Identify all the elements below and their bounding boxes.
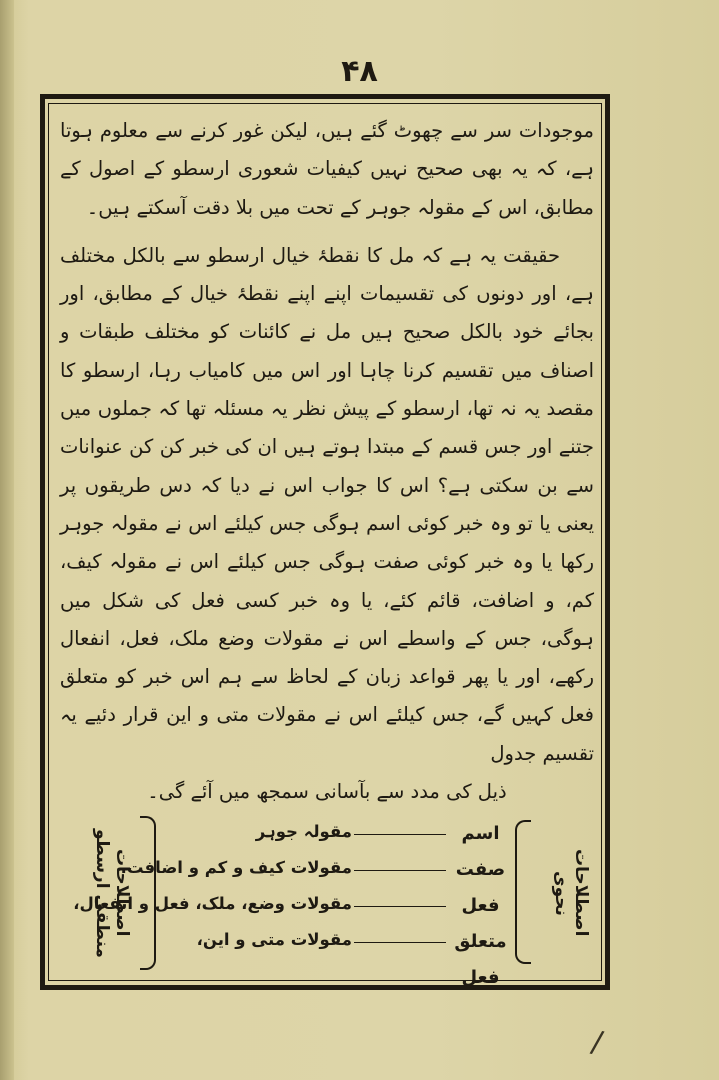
paragraph-3: ذیل کی مدد سے بآسانی سمجھ میں آئے گی۔: [147, 780, 507, 804]
brace-left: [140, 816, 156, 970]
grammar-terms-column: [448, 816, 513, 988]
classification-table: [60, 808, 594, 988]
connector-line: [350, 852, 450, 888]
category-item: مقولات وضع، ملک، فعل و انفعال،: [73, 894, 352, 913]
logic-terms-label: اصطلاحات منطقی ارسطو: [92, 828, 132, 958]
category-item: مقولات کیف و کم و اضافت،: [120, 858, 352, 877]
connector-lines: [350, 816, 450, 960]
grammar-term: صفت: [455, 859, 506, 880]
body-text: [60, 112, 594, 811]
page-number: ۴۸: [341, 54, 378, 89]
connector-line: [350, 924, 450, 960]
connector-line: [350, 816, 450, 852]
category-item: مقولہ جوہر: [255, 822, 352, 841]
grammar-terms-label: اصطلاحات نحوی: [551, 849, 591, 937]
grammar-term: اسم: [461, 823, 500, 844]
connector-line: [350, 888, 450, 924]
margin-pen-mark: /: [588, 1024, 606, 1061]
grammar-term: متعلق فعل: [454, 931, 507, 988]
grammar-term: فعل: [461, 895, 500, 916]
binding-edge: [0, 0, 14, 1080]
category-item: مقولات متی و این،: [196, 930, 352, 949]
paragraph-1: موجودات سر سے چھوٹ گئے ہیں، لیکن غور کرنے سے معلوم ہوتا ہے، کہ یہ بھی صحیح نہیں کیفیات شعوری ارسطو کے اصول کے مطابق، اس کے مقولہ جوہر کے تحت میں بلا دقت آسکتے ہیں۔: [60, 119, 594, 219]
paragraph-2: حقیقت یہ ہے کہ مل کا نقطۂ خیال ارسطو سے بالکل مختلف ہے، اور دونوں کی تقسیمات اپنے اپنے نقطۂ خیال کے مطابق، اور بجائے خود بالکل صحیح ہیں مل نے کائنات کو مختلف طبقات و اصناف میں تقسیم کرنا چاہا اور اس میں کامیاب رہا، ارسطو کا مقصد یہ نہ تھا، ارسطو کے پیش نظر یہ مسئلہ تھا کہ جملوں میں جتنے اور جس قسم کے مبتدا ہوتے ہیں ان کی خبر کن کن عنوانات سے بن سکتی ہے؟ اس کا جواب اس نے دیا کہ دس طریقوں پر یعنی یا تو وہ خبر کوئی اسم ہوگی جس کیلئے اس نے مقولہ جوہر رکھا یا وہ خبر کوئی صفت ہوگی جس کیلئے اس نے مقولہ کیف، کم، و اضافت، قائم کئے، یا وہ خبر کسی فعل کی شکل میں ہوگی، جس کے واسطے اس نے مقولات وضع ملک، فعل، انفعال رکھے، اور یا پھر قواعد زبان کے لحاظ سے ہم اس خبر کو متعلق فعل کہیں گے، جس کیلئے اس نے مقولات متی و این قرار دئیے یہ تقسیم جدول: [60, 243, 594, 765]
brace-right: [515, 820, 531, 964]
